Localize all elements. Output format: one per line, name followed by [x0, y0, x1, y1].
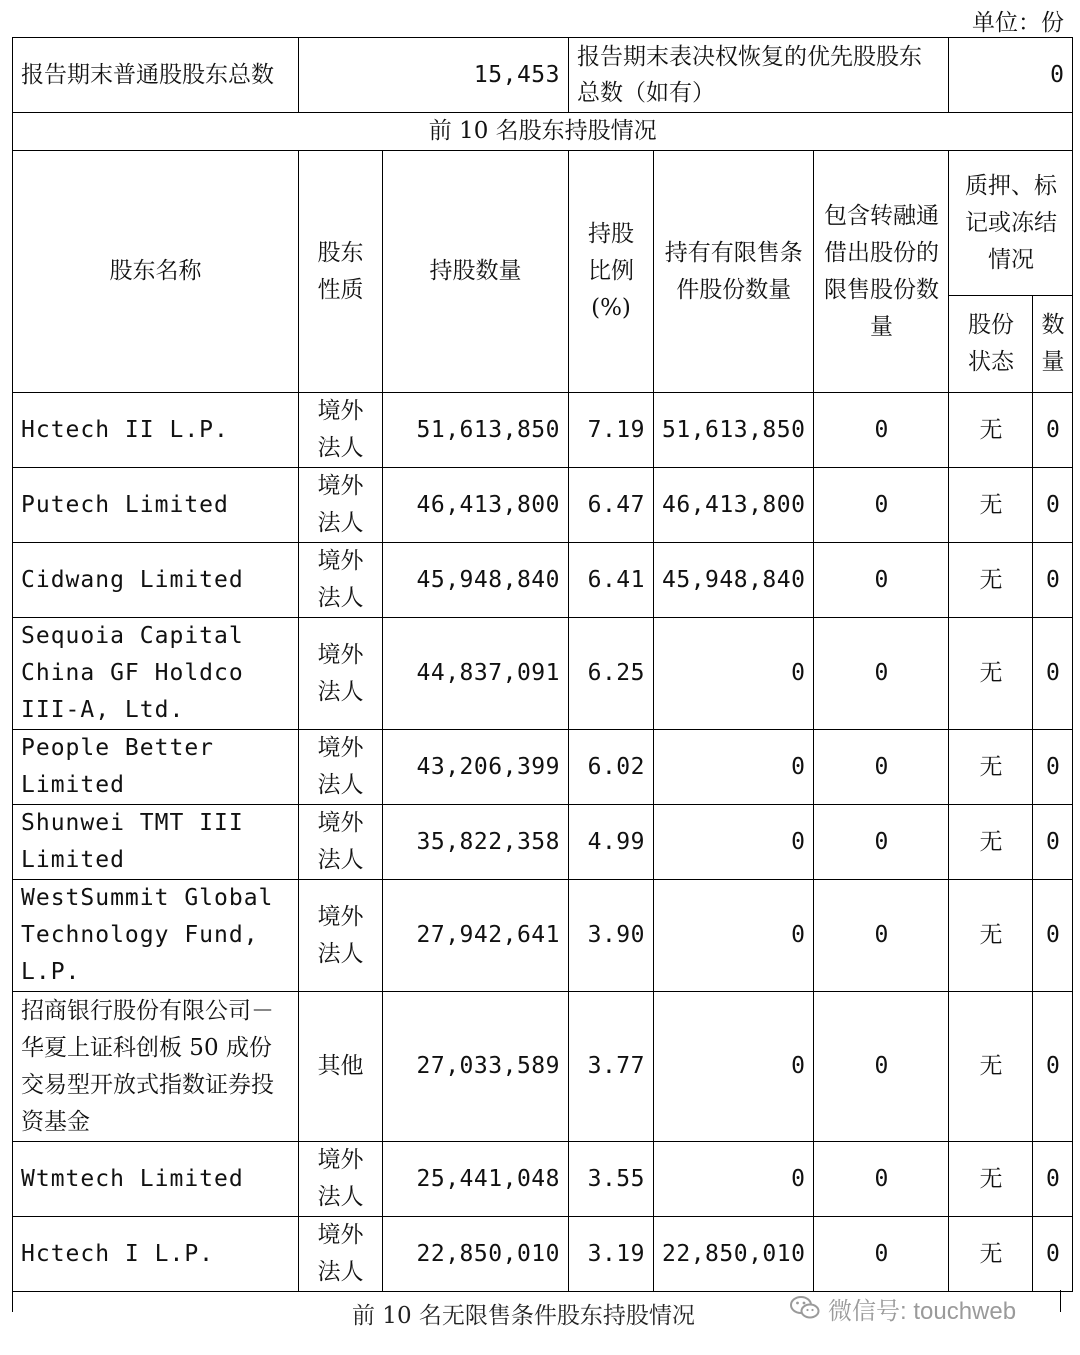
holder-nature: 境外法人: [299, 1217, 383, 1292]
holder-status: 无: [949, 468, 1033, 543]
holder-ratio: 6.25: [569, 618, 654, 730]
holder-name: People Better Limited: [13, 730, 299, 805]
holder-shares: 27,033,589: [383, 992, 569, 1142]
wechat-icon: [790, 1295, 820, 1321]
holder-qty: 0: [1033, 1142, 1073, 1217]
section-title-row: [13, 113, 1073, 151]
holder-qty: 0: [1033, 543, 1073, 618]
holder-nature: 境外法人: [299, 1142, 383, 1217]
holder-shares: 46,413,800: [383, 468, 569, 543]
header-pledge: 质押、标记或冻结情况: [949, 151, 1073, 296]
holder-lending: 0: [814, 1142, 949, 1217]
header-nature: 股东性质: [299, 151, 383, 393]
holder-shares: 45,948,840: [383, 543, 569, 618]
holder-restricted: 22,850,010: [654, 1217, 814, 1292]
holder-status: 无: [949, 880, 1033, 992]
section-title: 前 10 名股东持股情况: [13, 113, 1073, 151]
holder-lending: 0: [814, 468, 949, 543]
holder-status: 无: [949, 730, 1033, 805]
holder-restricted: 51,613,850: [654, 393, 814, 468]
holder-shares: 22,850,010: [383, 1217, 569, 1292]
shareholder-table: [12, 37, 1073, 1292]
preferred-holders-value: 0: [949, 38, 1073, 113]
holder-qty: 0: [1033, 393, 1073, 468]
holder-status: 无: [949, 1142, 1033, 1217]
table-row: [13, 543, 1073, 618]
holder-nature: 境外法人: [299, 543, 383, 618]
holder-nature: 境外法人: [299, 618, 383, 730]
holder-qty: 0: [1033, 805, 1073, 880]
holder-shares: 27,942,641: [383, 880, 569, 992]
header-restricted: 持有有限售条件股份数量: [654, 151, 814, 393]
header-name: 股东名称: [13, 151, 299, 393]
holder-lending: 0: [814, 730, 949, 805]
holder-nature: 境外法人: [299, 468, 383, 543]
holder-name: Sequoia Capital China GF Holdco III-A, Ltd.: [13, 618, 299, 730]
holder-qty: 0: [1033, 730, 1073, 805]
header-ratio: 持股比例(%): [569, 151, 654, 393]
header-qty: 数量: [1033, 296, 1073, 393]
holder-lending: 0: [814, 992, 949, 1142]
table-row: [13, 992, 1073, 1142]
holder-shares: 43,206,399: [383, 730, 569, 805]
holder-lending: 0: [814, 1217, 949, 1292]
summary-row: [13, 38, 1073, 113]
holder-status: 无: [949, 1217, 1033, 1292]
table-row: [13, 730, 1073, 805]
table-row: [13, 1142, 1073, 1217]
table-row: [13, 880, 1073, 992]
header-row: [13, 151, 1073, 296]
watermark: [790, 1290, 1016, 1326]
holder-restricted: 0: [654, 1142, 814, 1217]
holder-nature: 其他: [299, 992, 383, 1142]
holder-status: 无: [949, 805, 1033, 880]
table-row: [13, 393, 1073, 468]
holder-ratio: 6.02: [569, 730, 654, 805]
holder-qty: 0: [1033, 618, 1073, 730]
holder-name: Hctech I L.P.: [13, 1217, 299, 1292]
holder-restricted: 0: [654, 880, 814, 992]
holder-name: WestSummit Global Technology Fund, L.P.: [13, 880, 299, 992]
holder-ratio: 6.47: [569, 468, 654, 543]
next-section-title: 前 10 名无限售条件股东持股情况: [352, 1303, 695, 1329]
holder-restricted: 45,948,840: [654, 543, 814, 618]
table-row: [13, 1217, 1073, 1292]
holder-name: Putech Limited: [13, 468, 299, 543]
holder-ratio: 4.99: [569, 805, 654, 880]
holder-name: Hctech II L.P.: [13, 393, 299, 468]
holder-name: Cidwang Limited: [13, 543, 299, 618]
preferred-holders-label: 报告期末表决权恢复的优先股股东总数（如有）: [569, 38, 949, 113]
holder-restricted: 0: [654, 805, 814, 880]
holder-shares: 35,822,358: [383, 805, 569, 880]
holder-ratio: 3.90: [569, 880, 654, 992]
holder-ratio: 3.77: [569, 992, 654, 1142]
holder-restricted: 0: [654, 992, 814, 1142]
holder-nature: 境外法人: [299, 393, 383, 468]
holder-ratio: 6.41: [569, 543, 654, 618]
header-lending: 包含转融通借出股份的限售股份数量: [814, 151, 949, 393]
holder-qty: 0: [1033, 880, 1073, 992]
total-holders-label: 报告期末普通股股东总数: [13, 38, 299, 113]
holder-name: Wtmtech Limited: [13, 1142, 299, 1217]
holder-restricted: 0: [654, 730, 814, 805]
holder-qty: 0: [1033, 992, 1073, 1142]
holder-ratio: 3.19: [569, 1217, 654, 1292]
total-holders-value: 15,453: [299, 38, 569, 113]
holder-shares: 44,837,091: [383, 618, 569, 730]
header-shares: 持股数量: [383, 151, 569, 393]
holder-name: 招商银行股份有限公司－华夏上证科创板 50 成份交易型开放式指数证券投资基金: [13, 992, 299, 1142]
holder-lending: 0: [814, 543, 949, 618]
holder-qty: 0: [1033, 1217, 1073, 1292]
holder-lending: 0: [814, 880, 949, 992]
holder-lending: 0: [814, 618, 949, 730]
holder-status: 无: [949, 393, 1033, 468]
holder-restricted: 46,413,800: [654, 468, 814, 543]
holder-nature: 境外法人: [299, 805, 383, 880]
table-row: [13, 468, 1073, 543]
holder-status: 无: [949, 992, 1033, 1142]
unit-label: 单位：份: [972, 10, 1064, 36]
holder-nature: 境外法人: [299, 730, 383, 805]
holder-lending: 0: [814, 805, 949, 880]
holder-lending: 0: [814, 393, 949, 468]
holder-ratio: 3.55: [569, 1142, 654, 1217]
holder-nature: 境外法人: [299, 880, 383, 992]
header-status: 股份状态: [949, 296, 1033, 393]
table-row: [13, 618, 1073, 730]
holder-qty: 0: [1033, 468, 1073, 543]
holder-name: Shunwei TMT III Limited: [13, 805, 299, 880]
table-row: [13, 805, 1073, 880]
holder-shares: 51,613,850: [383, 393, 569, 468]
holder-shares: 25,441,048: [383, 1142, 569, 1217]
holder-ratio: 7.19: [569, 393, 654, 468]
holder-restricted: 0: [654, 618, 814, 730]
holder-status: 无: [949, 618, 1033, 730]
watermark-text: 微信号: touchweb: [828, 1297, 1017, 1325]
holder-status: 无: [949, 543, 1033, 618]
